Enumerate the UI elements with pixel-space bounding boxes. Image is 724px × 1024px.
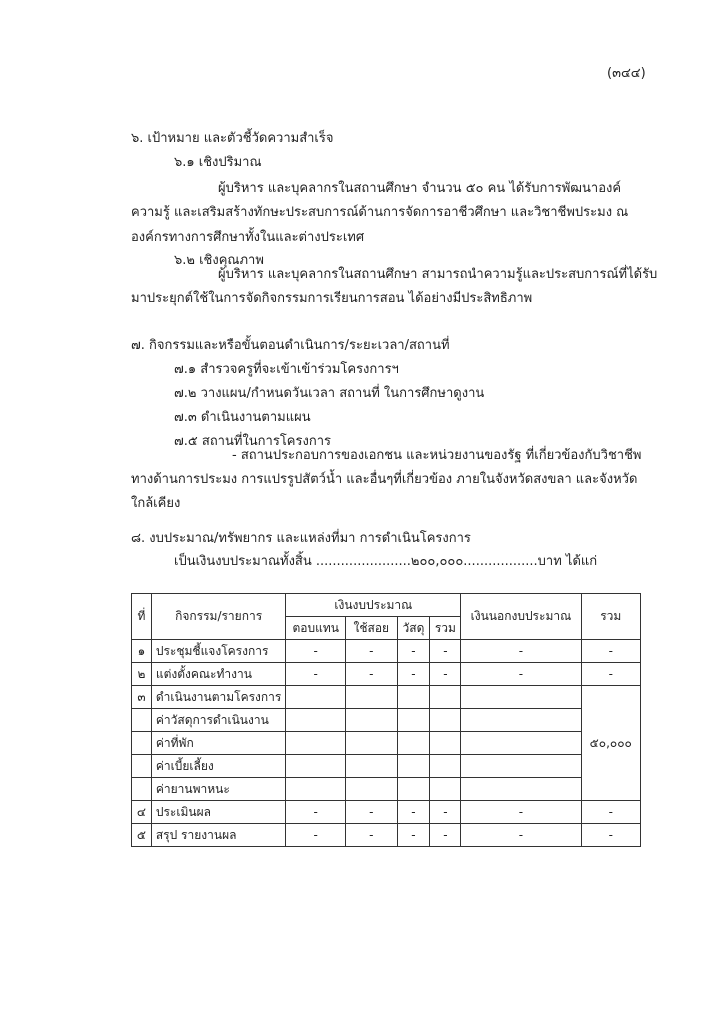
page-number: (๓๔๔) — [607, 66, 646, 81]
section6-2-text-line2: มาประยุกต์ใช้ในการจัดกิจกรรมการเรียนการสอน ได้อย่างมีประสิทธิภาพ — [131, 291, 533, 306]
table-row — [132, 755, 641, 778]
row-activity: ดำเนินงานตามโครงการ — [151, 686, 286, 709]
table-row — [132, 663, 641, 686]
section6-heading: ๖. เป้าหมาย และตัวชี้วัดความสำเร็จ — [131, 131, 334, 146]
empty-cell — [397, 732, 430, 755]
row-remuneration: - — [286, 801, 346, 824]
row-activity: ค่าที่พัก — [151, 732, 286, 755]
section7-item: ๗.๑ สำรวจครูที่จะเข้าเข้าร่วมโครงการฯ — [174, 362, 399, 377]
table-row — [132, 801, 641, 824]
empty-cell — [286, 686, 346, 709]
row-activity: สรุป รายงานผล — [151, 824, 286, 847]
empty-cell — [346, 755, 397, 778]
empty-cell — [346, 709, 397, 732]
row-no: ๓ — [132, 686, 152, 709]
empty-cell — [286, 755, 346, 778]
row-no: ๑ — [132, 640, 152, 663]
row-activity: ค่าเบี้ยเลี้ยง — [151, 755, 286, 778]
row-remuneration: - — [286, 640, 346, 663]
header-no: ที่ — [132, 594, 152, 640]
empty-cell — [461, 732, 581, 755]
section6-2-heading: ๖.๒ เชิงคุณภาพ — [174, 253, 264, 268]
table-row — [132, 686, 641, 709]
section7-item: ๗.๓ ดำเนินงานตามแผน — [174, 410, 311, 425]
section7-place-line2: ทางด้านการประมง การแปรรูปสัตว์น้ำ และอื่นๆที่เกี่ยวข้อง ภายในจังหวัดสงขลา และจังหวัด — [131, 472, 638, 487]
empty-cell — [346, 778, 397, 801]
row-remuneration: - — [286, 824, 346, 847]
merged-total-cell: ๕๐,๐๐๐ — [581, 686, 640, 801]
empty-cell — [346, 686, 397, 709]
empty-cell — [430, 686, 461, 709]
table-row — [132, 709, 641, 732]
row-activity: ค่ายานพาหนะ — [151, 778, 286, 801]
row-activity: ประเมินผล — [151, 801, 286, 824]
section6-1-text-line1: ผู้บริหาร และบุคลากรในสถานศึกษา จำนวน ๕๐ คน ได้รับการพัฒนาองค์ — [218, 181, 622, 196]
row-expense: - — [346, 663, 397, 686]
row-budget-total: - — [430, 824, 461, 847]
section7-item: ๗.๒ วางแผน/กำหนดวันเวลา สถานที่ ในการศึกษาดูงาน — [174, 386, 485, 401]
empty-cell — [397, 709, 430, 732]
empty-cell — [461, 755, 581, 778]
row-budget-total: - — [430, 640, 461, 663]
header-expense: ใช้สอย — [346, 617, 397, 640]
empty-cell — [397, 755, 430, 778]
empty-cell — [132, 732, 152, 755]
section7-place-line1: - สถานประกอบการของเอกชน และหน่วยงานของรัฐ ที่เกี่ยวข้องกับวิชาชีพ — [232, 448, 642, 463]
section6-2-text-line1: ผู้บริหาร และบุคลากรในสถานศึกษา สามารถนำความรู้และประสบการณ์ที่ได้รับ — [218, 267, 658, 282]
empty-cell — [286, 709, 346, 732]
section6-1-text-line3: องค์กรทางการศึกษาทั้งในและต่างประเทศ — [131, 230, 365, 245]
empty-cell — [430, 709, 461, 732]
empty-cell — [132, 709, 152, 732]
empty-cell — [461, 709, 581, 732]
row-non-budget: - — [461, 801, 581, 824]
section7-item: ๗.๕ สถานที่ในการโครงการ — [174, 434, 331, 449]
header-activity: กิจกรรม/รายการ — [151, 594, 286, 640]
empty-cell — [430, 755, 461, 778]
header-remuneration: ตอบแทน — [286, 617, 346, 640]
empty-cell — [430, 778, 461, 801]
empty-cell — [132, 778, 152, 801]
section6-1-text-line2: ความรู้ และเสริมสร้างทักษะประสบการณ์ด้านการจัดการอาชีวศึกษา และวิชาชีพประมง ณ — [131, 205, 629, 220]
row-non-budget: - — [461, 640, 581, 663]
row-expense: - — [346, 801, 397, 824]
row-remuneration: - — [286, 663, 346, 686]
section8-budget-line: เป็นเงินงบประมาณทั้งสิ้น .......................๒๐๐,๐๐๐..................บาท ได้แก่ — [174, 554, 598, 569]
empty-cell — [286, 732, 346, 755]
header-budget-group: เงินงบประมาณ — [286, 594, 461, 617]
row-non-budget: - — [461, 824, 581, 847]
row-total: - — [581, 663, 640, 686]
row-material: - — [397, 640, 430, 663]
empty-cell — [430, 732, 461, 755]
header-non-budget: เงินนอกงบประมาณ — [461, 594, 581, 640]
row-no: ๕ — [132, 824, 152, 847]
header-material: วัสดุ — [397, 617, 430, 640]
empty-cell — [397, 686, 430, 709]
empty-cell — [286, 778, 346, 801]
section7-place-line3: ใกล้เคียง — [131, 496, 181, 511]
row-budget-total: - — [430, 663, 461, 686]
row-activity: ประชุมชี้แจงโครงการ — [151, 640, 286, 663]
row-activity: ค่าวัสดุการดำเนินงาน — [151, 709, 286, 732]
empty-cell — [461, 686, 581, 709]
header-budget-total: รวม — [430, 617, 461, 640]
table-header-row — [132, 594, 641, 617]
section8-heading: ๘. งบประมาณ/ทรัพยากร และแหล่งที่มา การดำเนินโครงการ — [131, 531, 471, 546]
budget-table — [131, 593, 641, 847]
row-material: - — [397, 663, 430, 686]
row-activity: แต่งตั้งคณะทำงาน — [151, 663, 286, 686]
row-material: - — [397, 824, 430, 847]
table-row — [132, 640, 641, 663]
header-total: รวม — [581, 594, 640, 640]
table-row — [132, 824, 641, 847]
empty-cell — [132, 755, 152, 778]
empty-cell — [461, 778, 581, 801]
row-total: - — [581, 824, 640, 847]
empty-cell — [397, 778, 430, 801]
row-no: ๒ — [132, 663, 152, 686]
row-material: - — [397, 801, 430, 824]
row-expense: - — [346, 824, 397, 847]
row-total: - — [581, 640, 640, 663]
empty-cell — [346, 732, 397, 755]
row-non-budget: - — [461, 663, 581, 686]
row-no: ๔ — [132, 801, 152, 824]
row-expense: - — [346, 640, 397, 663]
section6-1-heading: ๖.๑ เชิงปริมาณ — [174, 155, 262, 170]
row-budget-total: - — [430, 801, 461, 824]
section7-heading: ๗. กิจกรรมและหรือขั้นตอนดำเนินการ/ระยะเวลา/สถานที่ — [131, 338, 450, 353]
table-row — [132, 778, 641, 801]
table-row — [132, 732, 641, 755]
row-total: - — [581, 801, 640, 824]
